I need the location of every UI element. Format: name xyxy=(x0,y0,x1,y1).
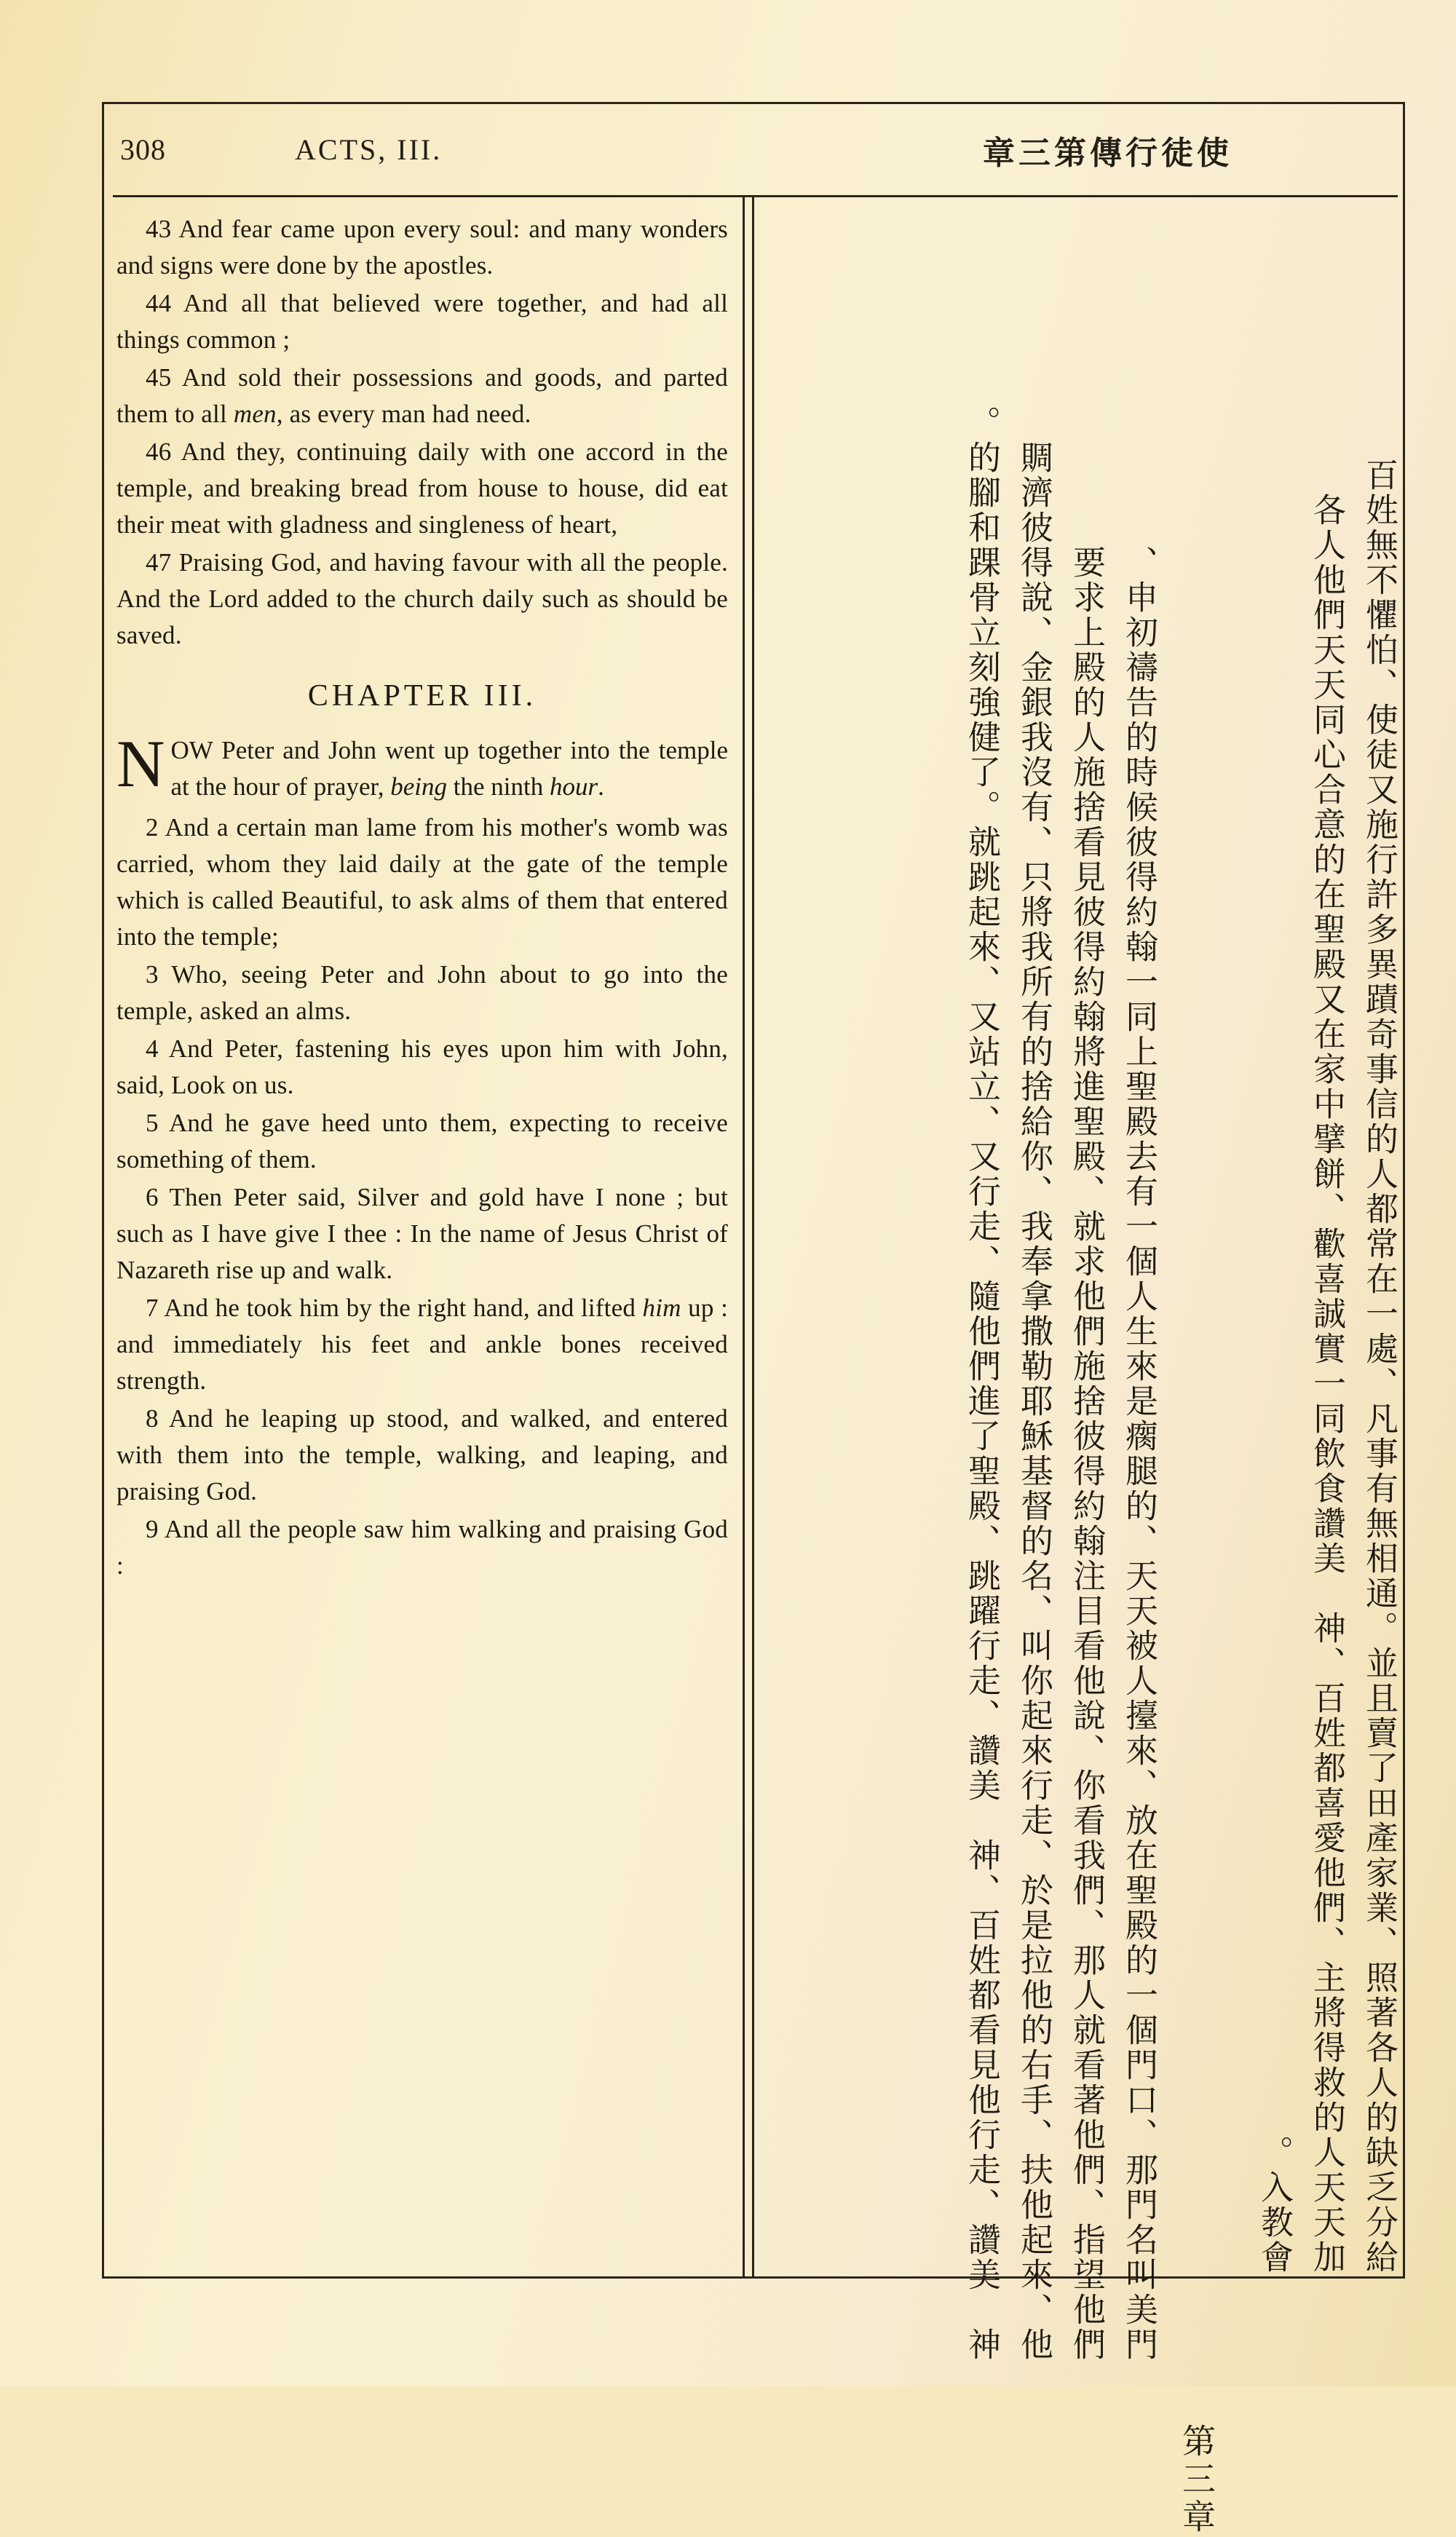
chinese-column-8: 的腳和踝骨立刻強健了。就跳起來、又站立、又行走、隨他們進了聖殿、跳躍行走、讚美 神、百姓都看見他行走、讚美 神。 xyxy=(962,405,1001,2362)
chinese-column-7: 賙濟彼得說、金銀我沒有、只將我所有的捨給你、我奉拿撒勒耶穌基督的名、叫你起來行走、於是拉他的右手、扶他起來、他 xyxy=(1015,440,1053,2362)
verse-1-text: OW Peter and John went up together into the temple at the hour of prayer, being the ninth hour. xyxy=(170,736,728,801)
verse-1 xyxy=(116,727,728,808)
chapter-heading: CHAPTER III. xyxy=(307,679,537,713)
chinese-column-6: 要求上殿的人施捨看見彼得約翰將進聖殿、就求他們施捨彼得約翰注目看他說、你看我們、那人就看著他們、指望他們 xyxy=(1067,545,1106,2362)
header-rule xyxy=(113,195,1398,197)
verse-5: 5 And he gave heed unto them, expecting to receive something of them. xyxy=(116,1109,728,1173)
column-rule-right xyxy=(752,195,754,2277)
chinese-column-5: 申初禱告的時候彼得約翰一同上聖殿去有一個人生來是瘸腿的、天天被人擡來、放在聖殿的一個門口、那門名叫美門、 xyxy=(1120,545,1158,2362)
drop-capital: N xyxy=(116,727,165,801)
column-rule-left xyxy=(743,195,745,2277)
chinese-column-2: 各人他們天天同心合意的在聖殿又在家中擘餅、歡喜誠實一同飲食讚美 神、百姓都喜愛他們、主將得救的人天天加 xyxy=(1307,493,1346,2275)
verse-4: 4 And Peter, fastening his eyes upon him with John, said, Look on us. xyxy=(116,1034,728,1099)
verse-47: 47 Praising God, and having favour with all the people. And the Lord added to the church daily such as should be saved. xyxy=(116,548,728,649)
verse-2: 2 And a certain man lame from his mother's womb was carried, whom they laid daily at the gate of the temple which is called Beautiful, to ask alms of them that entered into the temple; xyxy=(116,813,728,951)
chinese-column-1: 百姓無不懼怕、使徒又施行許多異蹟奇事信的人都常在一處、凡事有無相通。並且賣了田產家業、照著各人的缺乏分給 xyxy=(1360,458,1398,2275)
verse-3: 3 Who, seeing Peter and John about to go into the temple, asked an alms. xyxy=(116,960,728,1025)
verse-46: 46 And they, continuing daily with one accord in the temple, and breaking bread from house to house, did eat their meat with gladness and singleness of heart, xyxy=(116,438,728,539)
chinese-column-3: 入教會。 xyxy=(1255,2135,1294,2275)
verse-8: 8 And he leaping up stood, and walked, and entered with them into the temple, walking, and leaping, and praising God. xyxy=(116,1404,728,1505)
chinese-text-area xyxy=(761,207,1401,2537)
running-head-english: ACTS, III. xyxy=(295,133,443,166)
chinese-chapter-heading: 第三章 xyxy=(1177,2423,1216,2537)
english-text-column xyxy=(116,211,728,2271)
verse-45: 45 And sold their possessions and goods, and parted them to all men, as every man had need. xyxy=(116,363,728,428)
verse-6: 6 Then Peter said, Silver and gold have I none ; but such as I have give I thee : In the name of Jesus Christ of Nazareth rise up and walk. xyxy=(116,1183,728,1284)
verse-9: 9 And all the people saw him walking and praising God : xyxy=(116,1515,728,1580)
page-header xyxy=(109,116,1398,197)
running-head-chinese: 章三第傳行徒使 xyxy=(983,135,1233,172)
page-number: 308 xyxy=(120,133,166,166)
verse-43: 43 And fear came upon every soul: and many wonders and signs were done by the apostles. xyxy=(116,215,728,280)
verse-44: 44 And all that believed were together, and had all things common ; xyxy=(116,289,728,354)
verse-7: 7 And he took him by the right hand, and lifted him up : and immediately his feet and ankle bones received strength. xyxy=(116,1294,728,1395)
